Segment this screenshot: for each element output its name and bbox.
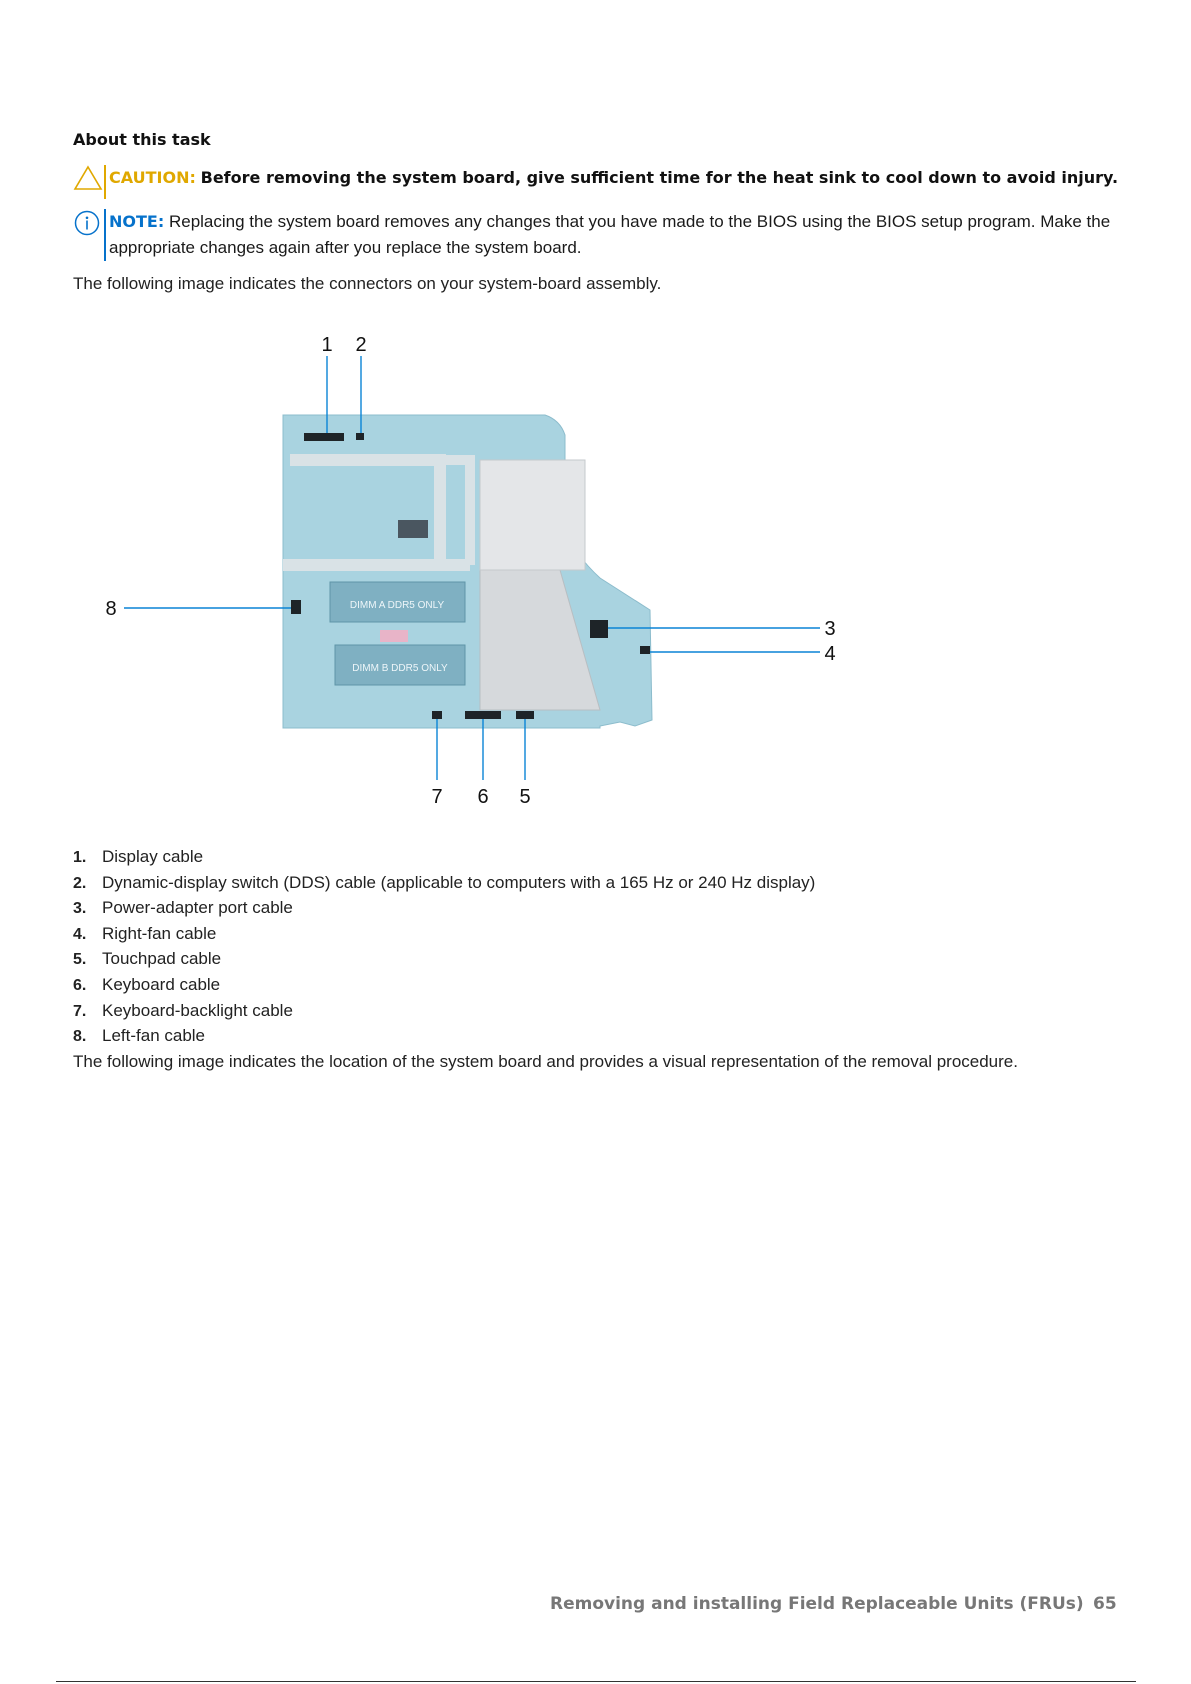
page-number: 65: [1093, 1594, 1117, 1614]
footer-divider: [56, 1681, 1136, 1682]
list-item: [73, 999, 815, 1025]
list-item: [73, 973, 815, 999]
system-board-figure: [0, 320, 1191, 820]
caution-bar: [104, 165, 106, 199]
dimm-b-label: DIMM B DDR5 ONLY: [352, 663, 448, 674]
dds-connector: [356, 433, 364, 440]
list-item: [73, 845, 815, 871]
list-item-label: Power-adapter port cable: [102, 898, 293, 918]
list-item-number: 2.: [73, 874, 87, 892]
callout-3: 3: [824, 618, 836, 640]
caution-label: CAUTION:: [109, 168, 196, 187]
touchpad-connector: [516, 711, 534, 719]
list-item-label: Keyboard-backlight cable: [102, 1000, 293, 1020]
list-item-number: 7.: [73, 1002, 87, 1020]
power-adapter-connector: [590, 620, 608, 638]
display-connector: [304, 433, 344, 441]
callout-5: 5: [519, 786, 531, 808]
list-item: [73, 896, 815, 922]
callout-4: 4: [824, 643, 836, 665]
cpu-die: [398, 520, 428, 538]
section-heading: About this task: [73, 130, 211, 149]
list-item-label: Keyboard cable: [102, 974, 221, 994]
list-item-label: Dynamic-display switch (DDS) cable (applicable to computers with a 165 Hz or 240 Hz display): [102, 872, 816, 892]
note-label: NOTE:: [109, 212, 165, 231]
caution-notice: [73, 165, 1133, 199]
warning-icon: [73, 165, 103, 199]
list-item: [73, 1024, 815, 1050]
right-fan-connector: [640, 646, 650, 654]
list-item-label: Display cable: [102, 847, 204, 866]
note-text: Replacing the system board removes any changes that you have made to the BIOS using the BIOS setup program. Make the appropriate changes again after you replace the system board.: [109, 212, 1111, 257]
outro-paragraph: The following image indicates the location of the system board and provides a visual representation of the removal procedure.: [73, 1052, 1018, 1071]
callout-list: [73, 845, 815, 1050]
callout-2: 2: [355, 334, 367, 356]
backlight-connector: [432, 711, 442, 719]
dimm-sticker: [380, 630, 408, 642]
list-item-number: 4.: [73, 925, 87, 943]
callout-7: 7: [431, 786, 443, 808]
callout-6: 6: [477, 786, 489, 808]
note-notice: [73, 209, 1133, 261]
left-fan-connector: [291, 600, 301, 614]
list-item-label: Touchpad cable: [102, 949, 222, 969]
caution-text: Before removing the system board, give sufficient time for the heat sink to cool down to avoid injury.: [200, 168, 1119, 187]
list-item-number: 5.: [73, 951, 87, 969]
info-icon: [73, 209, 101, 245]
keyboard-connector: [465, 711, 501, 719]
list-item-number: 3.: [73, 900, 87, 918]
list-item: [73, 947, 815, 973]
list-item-label: Left-fan cable: [102, 1026, 206, 1046]
list-item-number: 8.: [73, 1028, 87, 1046]
note-bar: [104, 209, 106, 261]
footer-chapter-title: Removing and installing Field Replaceable Units (FRUs): [550, 1594, 1084, 1614]
list-item-label: Right-fan cable: [102, 923, 217, 943]
callout-8: 8: [105, 598, 117, 620]
callout-1: 1: [321, 334, 333, 356]
dimm-a-label: DIMM A DDR5 ONLY: [349, 600, 445, 611]
list-item: [73, 922, 815, 948]
list-item: [73, 871, 815, 897]
list-item-number: 6.: [73, 976, 87, 994]
intro-paragraph: The following image indicates the connectors on your system-board assembly.: [73, 274, 662, 293]
list-item-number: 1.: [73, 849, 87, 866]
